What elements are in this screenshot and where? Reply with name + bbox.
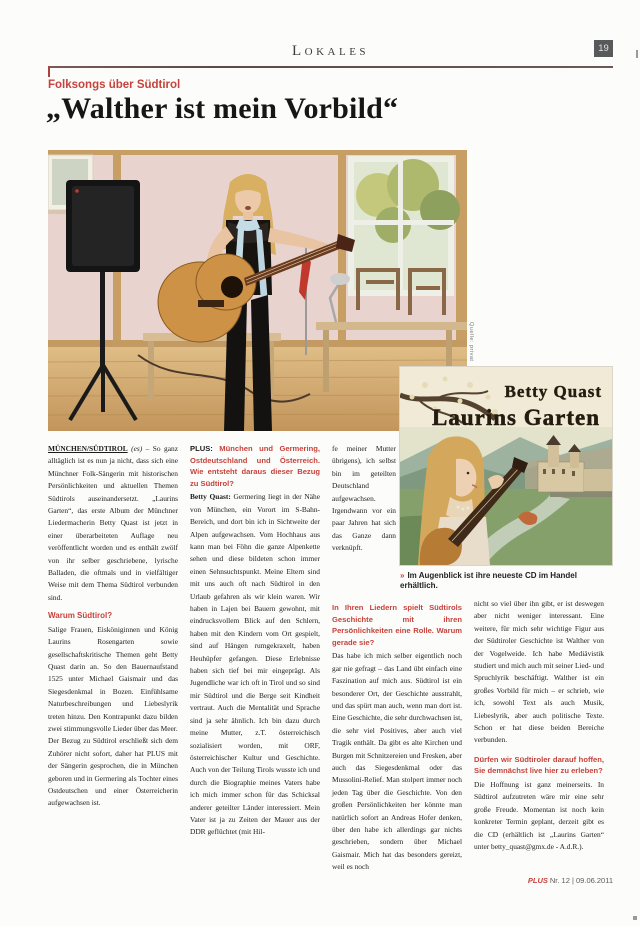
answer-2-continued: nicht so viel über ihn gibt, er ist deswegen aber nicht weniger interessant. Eine weitere, für mich sehr wichtige Figur aus der Südtiroler Geschichte ist Walther von der Vogelweide. Ich habe Mediävistik studiert und mich auch mit seiner Lied- und Spruchlyrik beschäftigt. Walther ist ein großes Vorbild für mich – er schrieb, wie ich, sowohl Text als auch Musik, Liebeslyrik, aber auch politische Texte. Schon er hat diese beiden Bereiche verbunden.	[474, 599, 604, 745]
page-number-badge: 19	[594, 40, 613, 57]
section-rule	[48, 66, 613, 68]
section-header	[48, 42, 613, 62]
magazine-name: PLUS	[527, 876, 548, 885]
cover-title: Laurins Garten	[432, 405, 600, 430]
answer-1: Betty Quast: Germering liegt in der Nähe von München, ein Vorort im S-Bahn-Bereich, und dort bin ich in Sichtweite der Alpen aufgewachsen. Vom Hochhaus aus kann man bei Föhn die ganze Alpenkette sehen und diese bildeten schon immer einen Sehnsuchtspunkt. Meine Eltern sind mit uns auch oft nach Südtirol in den Urlaub gefahren als wir klein waren. Wir haben in Lajen bei Bauern gewohnt, mit eindrucksvollem Blick auf den Schlern, haben mit den Kindern vom Ort gespielt, sind auf Hängen rumgekraxelt, haben Heuhüpfer gefangen. Diese Erlebnisse haben sich tief bei mir eingeprägt. Als Jugendliche war ich oft in Tirol und so sind mir Südtirol und die Berge seit Kindheit vertraut. Auch die Mentalität und Sprache sind ja sehr ähnlich. Ich bin dazu durch meine Mutter, z.T. österreichisch sozialisiert worden, mit ORF, österreichischer Kultur und Geschichte. Auch von der Teilung Tirols wusste ich und durch die Biographie meines Vaters habe ich mich immer schon für das Schicksal anderer geteilter Länder interessiert. Mein Vater ist ja zu Zeiten der Mauer aus der DDR geflüchtet (mit Hil-	[190, 492, 320, 837]
question-1: PLUS: München und Germering, Ostdeutschland und Österreich. Wie entsteht daraus dieser Bezug zu Südtirol?	[190, 444, 320, 488]
author-sig: (es)	[131, 444, 143, 453]
article-headline: „Walther ist mein Vorbild“	[46, 92, 399, 125]
column-4	[474, 598, 604, 854]
column-2	[190, 443, 320, 839]
lead-paragraph: MÜNCHEN/SÜDTIROL (es) – So ganz alltäglich ist es nun ja nicht, dass sich eine Münchner Folk-Sängerin mit historischen Persönlichkeiten und aktuellen Themen Südtirols auseinandersetzt. „Laurins Garten“, das erste Album der Münchner Liedermacherin Betty Quast ist jetzt in einer überarbeiteten Auflage neu veröffentlicht worden und es enthält zwölf von ihr selber geschriebene, lyrische Balladen, die oftmals und in vielfältiger Weise mit dem Thema Südtirol verbunden sind.	[48, 444, 178, 602]
paragraph: Salige Frauen, Eisköniginnen und König Laurins Rosengarten sowie gesellschaftskritische Themen geht Betty Quast darin an. So den Bauernaufstand 1525 unter Michael Gaismair und das Siegesdenkmal in Bozen. Einfühlsame Naturbeschreibungen und Liebeslyrik treten hinzu. Den Kontrapunkt dazu bilden zwei stimmungsvolle Lieder über das Meer.	[48, 624, 178, 734]
page-footer	[404, 876, 613, 885]
scan-edge-mark	[636, 50, 638, 58]
wrapped-text-block	[332, 443, 396, 595]
question-3: Dürfen wir Südtiroler darauf hoffen, Sie demnächst live hier zu erleben?	[474, 754, 604, 776]
caption-marker: »	[400, 571, 405, 580]
answer-1-continued: fe meiner Mutter übrigens), ich selbst bin im geteilten Deutschland aufgewachsen. Irgendwann vor ein paar Jahren hat sich das Ganze dann verknüpft.	[332, 444, 396, 553]
caption-text: Im Augenblick ist ihre neueste CD im Handel erhältlich.	[400, 571, 577, 590]
paragraph: Der Bezug zu Südtirol erschließt sich dem Zuhörer nicht sofort, daher hat PLUS mit der Sängerin gesprochen, die in München geboren und in Germering als Tochter eines Ostdeutschen und einer Österreicherin aufgewachsen ist.	[48, 736, 178, 808]
section-title: LOKALES	[291, 43, 370, 59]
photo-credit: Quelle: privat	[468, 322, 474, 362]
answer-3: Die Hoffnung ist ganz meinerseits. In Südtirol aufzutreten wäre mir eine sehr große Freude. Momentan ist noch kein konkreter Termin geplant, derzeit gibt es die CD (erhältlich ist „Laurins Garten“ unter betty_quast@gmx.de - A.d.R.).	[474, 780, 604, 852]
column-3	[332, 443, 462, 874]
issue-info: Nr. 12 | 09.06.2011	[549, 876, 613, 885]
question-2: In Ihren Liedern spielt Südtirols Geschichte mit ihren Persönlichkeiten eine Rolle. Warum gerade sie?	[332, 603, 462, 647]
article-kicker: Folksongs über Südtirol	[48, 79, 181, 91]
column-1	[48, 443, 178, 810]
dateline: MÜNCHEN/SÜDTIROL	[48, 444, 128, 453]
interviewer-label: PLUS:	[190, 444, 213, 453]
answer-2: Das habe ich mich selber eigentlich noch gar nie gefragt – das Land übt einfach eine Faszination auf mich aus. Südtirol ist ein besonderer Ort, der Geschichte ausstrahlt, und das spürt man auch, wenn man dort ist. Eine Geschichte, die sehr durchwachsen ist, die sehr viel Positives, aber auch viel Tragik enthält. Da gibt es alte Kirchen und Burgen mit Schnitzereien und Fresken, aber auch das Siegesdenkmal oder das Mussolini-Relief. Man stolpert immer noch jeden Tag über die Geschichte. Von den großen Persönlichkeiten her könnte man natürlich sofort an Andreas Hofer denken, über den habe ich allerdings gar nichts geschrieben, sondern über Michael Gaismair. Mich hat das besonders gereizt, weil es noch	[332, 651, 462, 872]
subhead-warum-suedtirol: Warum Südtirol?	[48, 611, 113, 621]
cover-artist: Betty Quast	[504, 382, 602, 401]
scan-corner-mark	[633, 916, 637, 920]
interviewee-label: Betty Quast:	[190, 492, 231, 502]
rule-red-tick	[48, 66, 50, 77]
